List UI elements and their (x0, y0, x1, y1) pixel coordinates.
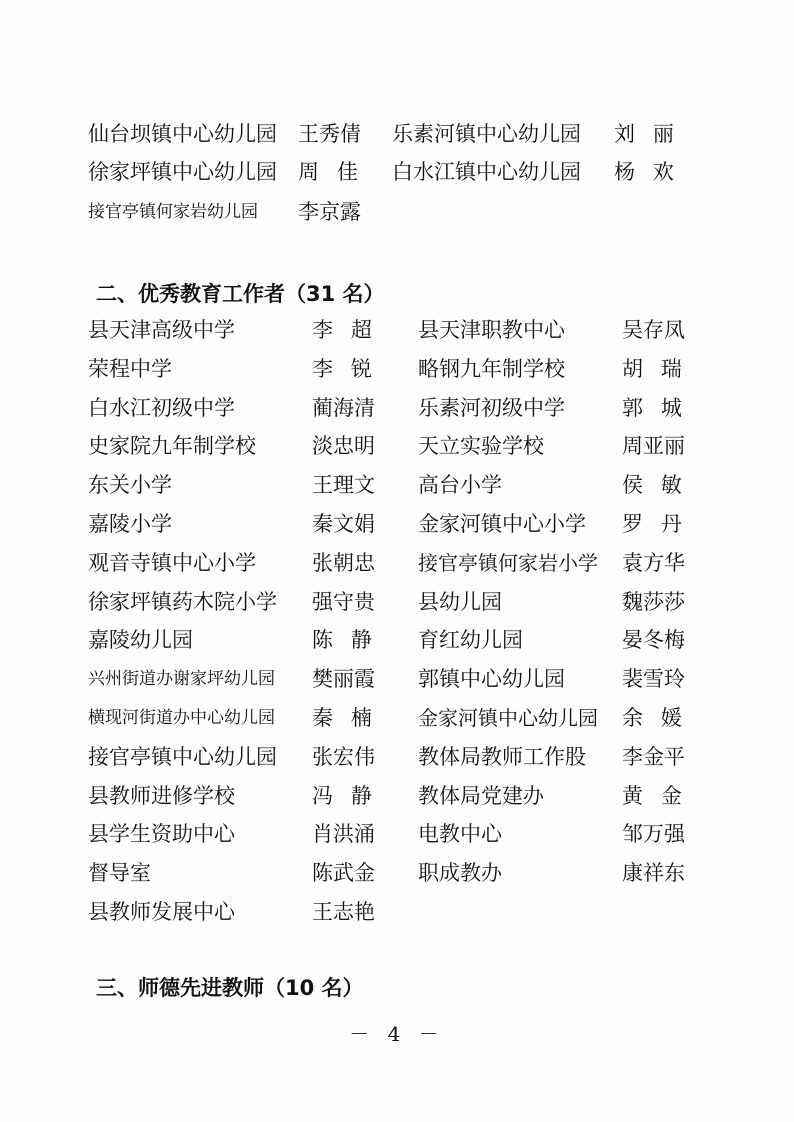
list-row (0, 545, 794, 581)
person-name: 王志艳 (312, 900, 375, 924)
unit-name: 高台小学 (418, 473, 502, 498)
unit-name: 教体局教师工作股 (418, 744, 586, 769)
list-row (0, 390, 794, 426)
person-name: 郭城 (622, 395, 700, 420)
unit-name: 接官亭镇何家岩小学 (418, 550, 598, 575)
list-row (0, 506, 794, 542)
unit-name: 东关小学 (88, 473, 172, 498)
person-name: 罗丹 (622, 512, 700, 536)
person-name: 肖洪涌 (312, 822, 375, 847)
person-name: 张朝忠 (312, 550, 375, 575)
list-row (0, 894, 794, 930)
list-row (0, 622, 794, 658)
list-row (0, 661, 794, 697)
person-name: 周亚丽 (622, 434, 685, 459)
person-name: 胡瑞 (622, 356, 700, 381)
unit-name: 接官亭镇何家岩幼儿园 (88, 202, 258, 222)
person-name: 蔺海清 (312, 395, 375, 420)
person-name: 李超 (312, 318, 390, 342)
unit-name: 县学生资助中心 (88, 822, 235, 847)
list-row (0, 467, 794, 503)
section-heading: 三、师德先进教师（10 名） (96, 976, 364, 1000)
unit-name: 观音寺镇中心小学 (88, 550, 256, 575)
person-name: 刘丽 (614, 122, 692, 146)
unit-name: 县教师进修学校 (88, 783, 235, 808)
list-row (0, 194, 794, 230)
unit-name: 县天津高级中学 (88, 318, 235, 342)
list-row (0, 312, 794, 348)
unit-name: 徐家坪镇药木院小学 (88, 589, 277, 614)
person-name: 冯静 (312, 783, 390, 808)
unit-name: 略钢九年制学校 (418, 356, 565, 381)
list-row (0, 428, 794, 464)
person-name: 杨欢 (614, 160, 692, 184)
list-row (0, 816, 794, 852)
list-row (0, 739, 794, 775)
unit-name: 电教中心 (418, 822, 502, 847)
list-row (0, 154, 794, 190)
person-name: 强守贵 (312, 589, 375, 614)
unit-name: 育红幼儿园 (418, 628, 523, 653)
person-name: 秦文娟 (312, 512, 375, 536)
person-name: 张宏伟 (312, 744, 375, 769)
person-name: 袁方华 (622, 550, 685, 575)
person-name: 吴存凤 (622, 318, 685, 342)
person-name: 周佳 (298, 160, 376, 184)
person-name: 黄金 (622, 783, 700, 808)
unit-name: 接官亭镇中心幼儿园 (88, 744, 277, 769)
person-name: 裴雪玲 (622, 667, 685, 692)
person-name: 淡忠明 (312, 434, 375, 459)
unit-name: 县教师发展中心 (88, 900, 235, 924)
list-row (0, 700, 794, 736)
person-name: 王秀倩 (298, 122, 361, 146)
person-name: 邹万强 (622, 822, 685, 847)
person-name: 晏冬梅 (622, 628, 685, 653)
person-name: 李金平 (622, 744, 685, 769)
unit-name: 白水江初级中学 (88, 395, 235, 420)
unit-name: 白水江镇中心幼儿园 (392, 160, 581, 184)
list-row (0, 778, 794, 814)
person-name: 樊丽霞 (312, 667, 375, 692)
unit-name: 职成教办 (418, 861, 502, 886)
list-row (0, 855, 794, 891)
person-name: 李京露 (298, 200, 361, 224)
unit-name: 金家河镇中心幼儿园 (418, 706, 598, 730)
person-name: 魏莎莎 (622, 589, 685, 614)
page-number: － 4 － (349, 1022, 445, 1046)
person-name: 陈静 (312, 628, 390, 653)
section-heading: 二、优秀教育工作者（31 名） (96, 282, 385, 306)
unit-name: 金家河镇中心小学 (418, 512, 586, 536)
unit-name: 史家院九年制学校 (88, 434, 256, 459)
list-row (0, 584, 794, 620)
person-name: 秦楠 (312, 706, 390, 730)
unit-name: 横现河街道办中心幼儿园 (88, 708, 275, 728)
unit-name: 县幼儿园 (418, 589, 502, 614)
person-name: 侯敏 (622, 473, 700, 498)
unit-name: 天立实验学校 (418, 434, 544, 459)
person-name: 王理文 (312, 473, 375, 498)
unit-name: 兴州街道办谢家坪幼儿园 (88, 669, 275, 690)
list-row (0, 351, 794, 387)
person-name: 李锐 (312, 356, 390, 381)
person-name: 康祥东 (622, 861, 685, 886)
unit-name: 徐家坪镇中心幼儿园 (88, 160, 277, 184)
person-name: 陈武金 (312, 861, 375, 886)
unit-name: 教体局党建办 (418, 783, 544, 808)
person-name: 余媛 (622, 706, 700, 730)
unit-name: 乐素河初级中学 (418, 395, 565, 420)
unit-name: 仙台坝镇中心幼儿园 (88, 122, 277, 146)
unit-name: 乐素河镇中心幼儿园 (392, 122, 581, 146)
unit-name: 荣程中学 (88, 356, 172, 381)
unit-name: 郭镇中心幼儿园 (418, 667, 565, 692)
unit-name: 县天津职教中心 (418, 318, 565, 342)
unit-name: 嘉陵幼儿园 (88, 628, 193, 653)
list-row (0, 116, 794, 152)
unit-name: 督导室 (88, 861, 151, 886)
unit-name: 嘉陵小学 (88, 512, 172, 536)
